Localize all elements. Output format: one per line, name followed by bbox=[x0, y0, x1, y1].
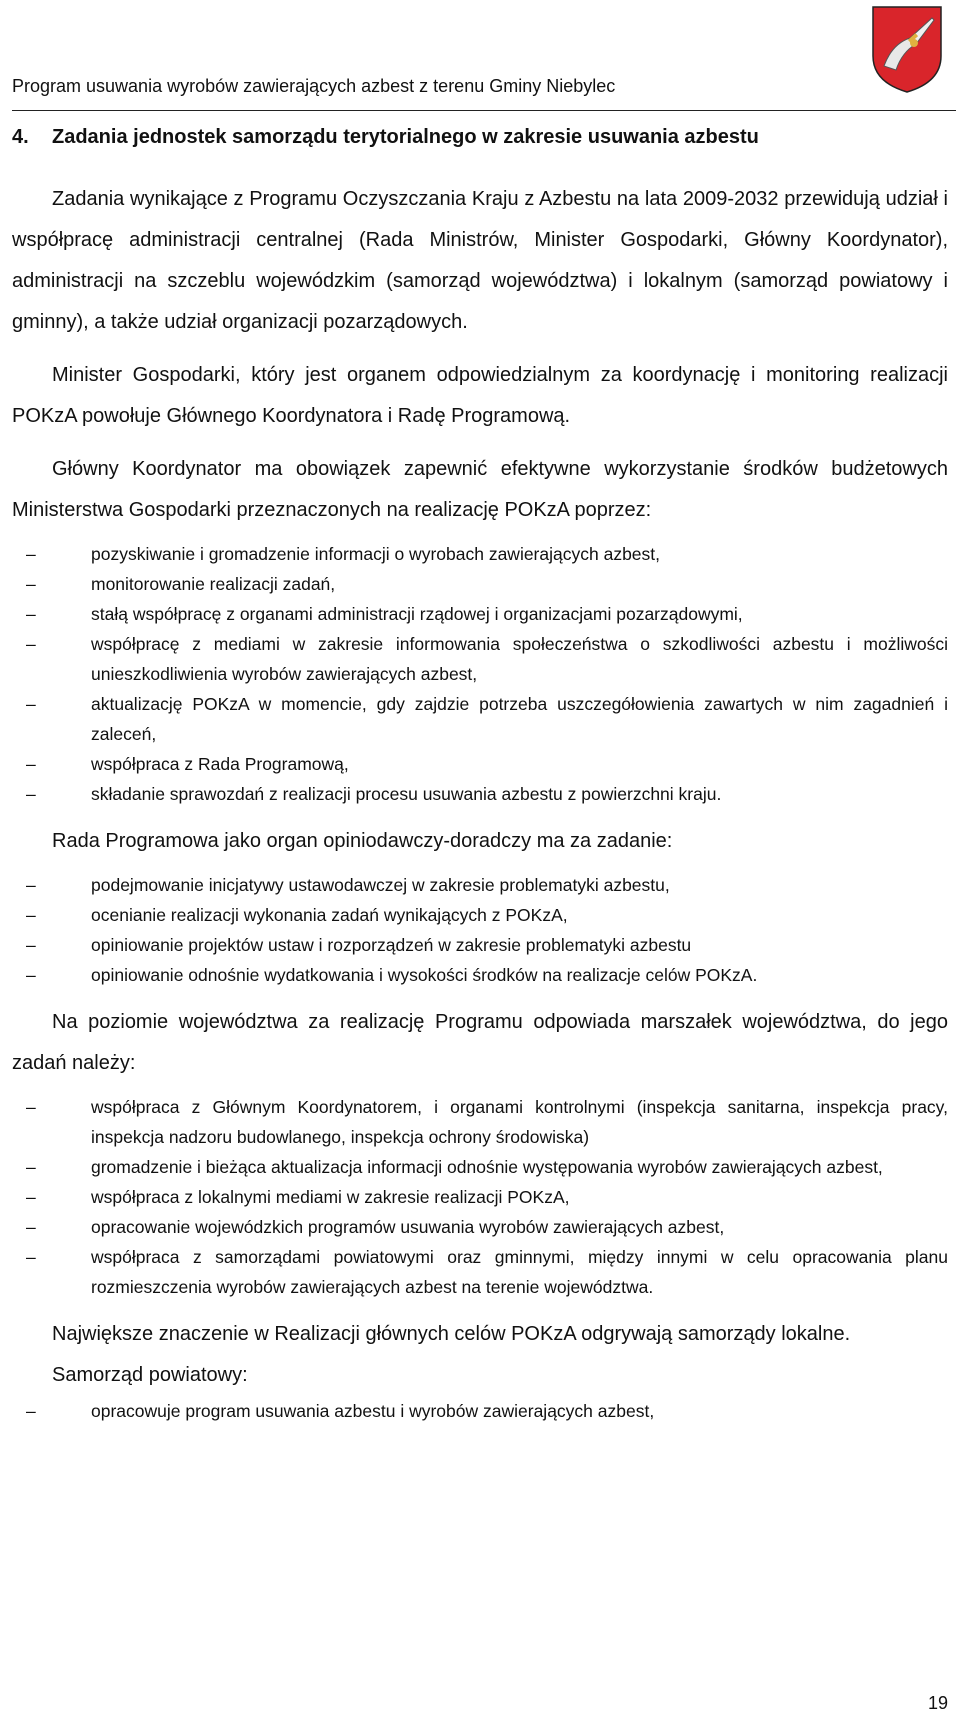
paragraph: Największe znaczenie w Realizacji głównych celów POKzA odgrywają samorządy lokalne. bbox=[52, 1323, 851, 1345]
page-number: 19 bbox=[927, 1693, 948, 1713]
list-item: – monitorowanie realizacji zadań, bbox=[12, 569, 948, 599]
list-item: – współpraca z lokalnymi mediami w zakresie realizacji POKzA, bbox=[12, 1182, 948, 1212]
list-rada bbox=[12, 870, 948, 990]
paragraph: Zadania wynikające z Programu Oczyszczania Kraju z Azbestu na lata 2009-2032 przewidują udział i współpracę administracji centralnej (Rada Ministrów, Minister Gospodarki, Główny Koordynator), administracji na szczeblu wojewódzkim (samorząd województwa) i lokalnym (samorząd powiatowy i gminny), a także udział organizacji pozarządowych. bbox=[12, 188, 948, 333]
list-item: – ocenianie realizacji wykonania zadań wynikających z POKzA, bbox=[12, 900, 948, 930]
section-number: 4. bbox=[12, 126, 29, 148]
paragraph: Samorząd powiatowy: bbox=[52, 1364, 248, 1386]
list-marszalek bbox=[12, 1092, 948, 1302]
list-item: – pozyskiwanie i gromadzenie informacji o wyrobach zawierających azbest, bbox=[12, 539, 948, 569]
page-header bbox=[12, 0, 956, 111]
list-item: – opiniowanie odnośnie wydatkowania i wysokości środków na realizacje celów POKzA. bbox=[12, 960, 948, 990]
list-item: – stałą współpracę z organami administracji rządowej i organizacjami pozarządowymi, bbox=[12, 599, 948, 629]
section-heading bbox=[12, 126, 948, 149]
list-koordynator bbox=[12, 539, 948, 809]
list-item: – aktualizację POKzA w momencie, gdy zajdzie potrzeba uszczegółowienia zawartych w nim zagadnień i zaleceń, bbox=[12, 689, 948, 749]
paragraph: Na poziomie województwa za realizację Programu odpowiada marszałek województwa, do jego zadań należy: bbox=[12, 1011, 948, 1074]
list-item: – opiniowanie projektów ustaw i rozporządzeń w zakresie problematyki azbestu bbox=[12, 930, 948, 960]
list-item: – współpracę z mediami w zakresie informowania społeczeństwa o szkodliwości azbestu i możliwości unieszkodliwienia wyrobów zawierających azbest, bbox=[12, 629, 948, 689]
list-powiat bbox=[12, 1396, 948, 1426]
list-item: – opracowanie wojewódzkich programów usuwania wyrobów zawierających azbest, bbox=[12, 1212, 948, 1242]
list-item: – współpraca z Głównym Koordynatorem, i organami kontrolnymi (inspekcja sanitarna, inspekcja pracy, inspekcja nadzoru budowlanego, inspekcja ochrony środowiska) bbox=[12, 1092, 948, 1152]
coat-of-arms-icon bbox=[870, 4, 944, 94]
section-title: Zadania jednostek samorządu terytorialnego w zakresie usuwania azbestu bbox=[52, 126, 759, 148]
list-item: – składanie sprawozdań z realizacji procesu usuwania azbestu z powierzchni kraju. bbox=[12, 779, 948, 809]
document-body bbox=[12, 126, 948, 1426]
list-item: – opracowuje program usuwania azbestu i wyrobów zawierających azbest, bbox=[12, 1396, 948, 1426]
paragraph: Główny Koordynator ma obowiązek zapewnić efektywne wykorzystanie środków budżetowych Ministerstwa Gospodarki przeznaczonych na realizację POKzA poprzez: bbox=[12, 458, 948, 521]
list-item: – współpraca z samorządami powiatowymi oraz gminnymi, między innymi w celu opracowania planu rozmieszczenia wyrobów zawierających azbest na terenie województwa. bbox=[12, 1242, 948, 1302]
paragraph: Minister Gospodarki, który jest organem odpowiedzialnym za koordynację i monitoring realizacji POKzA powołuje Głównego Koordynatora i Radę Programową. bbox=[12, 364, 948, 427]
list-item: – współpraca z Rada Programową, bbox=[12, 749, 948, 779]
list-item: – gromadzenie i bieżąca aktualizacja informacji odnośnie występowania wyrobów zawierających azbest, bbox=[12, 1152, 948, 1182]
document-title: Program usuwania wyrobów zawierających azbest z terenu Gminy Niebylec bbox=[12, 76, 616, 96]
list-item: – podejmowanie inicjatywy ustawodawczej w zakresie problematyki azbestu, bbox=[12, 870, 948, 900]
paragraph: Rada Programowa jako organ opiniodawczy-doradczy ma za zadanie: bbox=[52, 830, 673, 852]
